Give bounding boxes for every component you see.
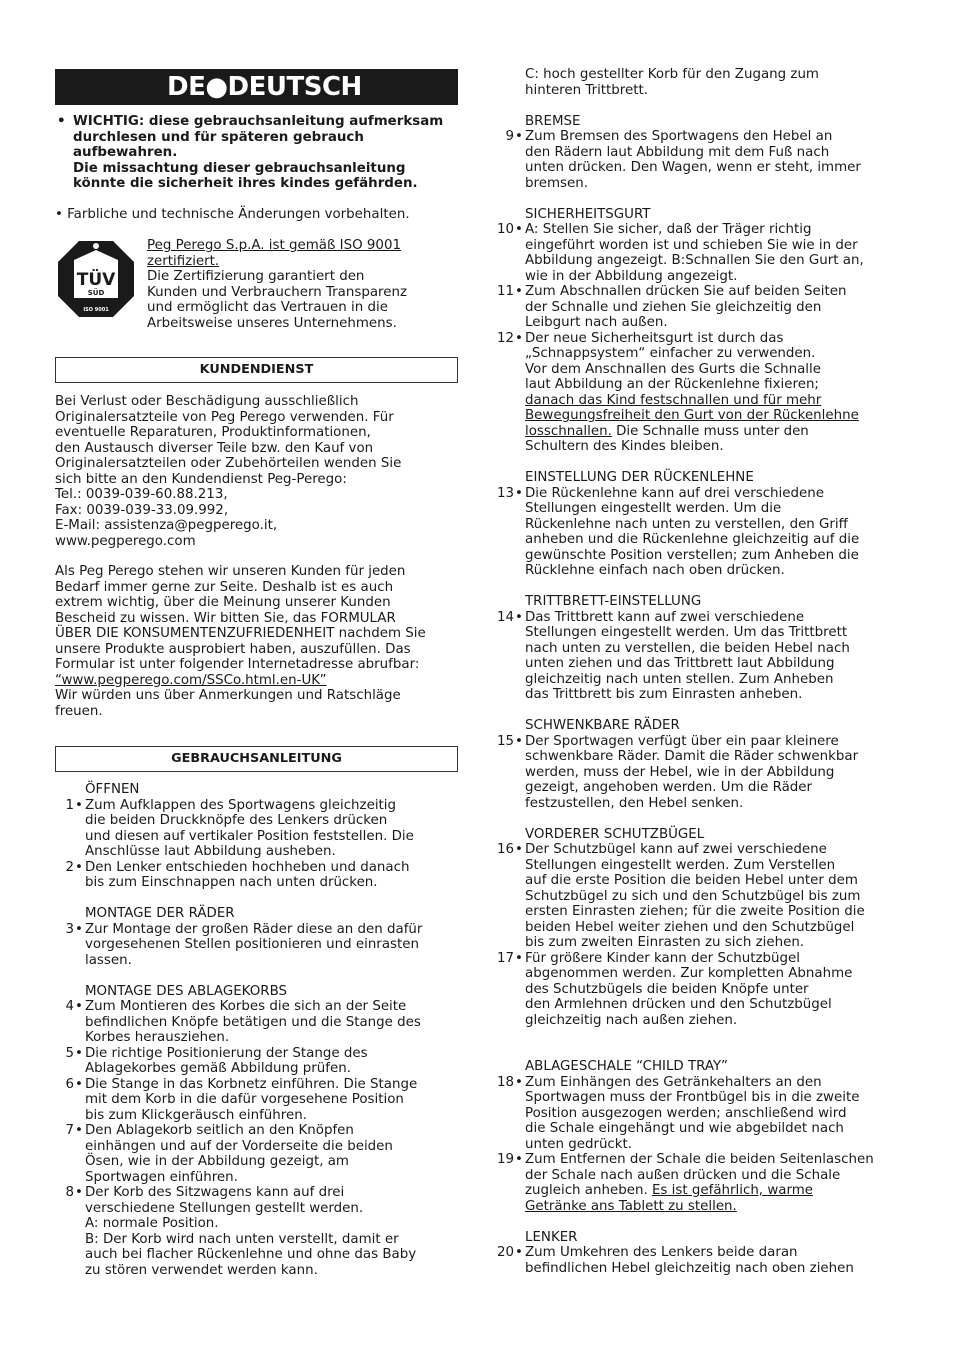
tuv-description	[147, 269, 457, 331]
instruction-item-3	[55, 922, 460, 969]
item-number	[495, 951, 525, 967]
item-number-value: 6	[65, 1076, 74, 1092]
item-text: Stellungen eingestellt werden. Zum Verstellen	[525, 857, 836, 873]
item-text: Korbes herausziehen.	[85, 1030, 230, 1045]
instruction-item-15	[495, 734, 905, 812]
item-text: unten gedrückt.	[525, 1136, 633, 1152]
item-text: einhängen und auf der Vorderseite die beiden	[85, 1138, 393, 1154]
bullet: •	[515, 129, 523, 144]
instruction-item-16	[495, 842, 905, 951]
bullet: •	[515, 222, 523, 237]
item-text: schwenkbare Räder. Damit die Räder schwenkbar	[525, 749, 859, 764]
item-text: gewünschte Position verstellen; zum Anheben die	[525, 547, 859, 563]
item-number	[495, 842, 525, 858]
section-bremse: BREMSE	[525, 113, 581, 129]
item-text: bis zum Einschnappen nach unten drücken.	[85, 875, 378, 890]
section-lenker: LENKER	[525, 1229, 578, 1245]
item-text: Stellungen eingestellt werden. Um die	[525, 501, 782, 516]
instruction-item-8	[55, 1185, 460, 1278]
text-line: Wir würden uns über Anmerkungen und Ratschläge	[55, 688, 401, 703]
instruction-item-19	[495, 1152, 905, 1214]
tuv-logo-icon	[55, 238, 137, 320]
text-line: Bedarf immer gerne zur Seite. Deshalb ist es auch	[55, 579, 394, 595]
kundendienst-contact	[55, 394, 460, 549]
section-trittbrett: TRITTBRETT-EINSTELLUNG	[525, 594, 702, 609]
item-text: mit dem Korb in die dafür vorgesehene Position	[85, 1092, 404, 1107]
text-line: Arbeitsweise unseres Unternehmens.	[147, 315, 397, 331]
item-text: anheben und die Rückenlehne gleichzeitig auf die	[525, 532, 860, 547]
tuv-logo-text: TÜV	[76, 270, 116, 290]
item-number	[495, 1245, 525, 1261]
text-line: Als Peg Perego stehen wir unseren Kunden für jeden	[55, 564, 406, 579]
item-number-value: 17	[496, 950, 514, 966]
section-child-tray: ABLAGESCHALE “CHILD TRAY”	[525, 1059, 728, 1074]
item-number	[55, 798, 85, 814]
item-text: werden, muss der Hebel, wie in der Abbildung	[525, 764, 835, 780]
item-number-value: 15	[496, 733, 514, 749]
item-text: Position ausgezogen werden; anschließend wird	[525, 1105, 847, 1121]
item-number	[495, 129, 525, 145]
section-montage-korb: MONTAGE DES ABLAGEKORBS	[85, 983, 288, 999]
section-schwenkbare-raeder: SCHWENKBARE RÄDER	[525, 718, 680, 733]
item-number	[55, 1046, 85, 1062]
bullet: •	[75, 859, 83, 875]
item-text: Der Sportwagen verfügt über ein paar kleinere	[525, 733, 839, 749]
item-text: gleichzeitig nach außen ziehen.	[525, 1012, 738, 1028]
item-text: auf die erste Position die beiden Hebel unter dem	[525, 873, 858, 888]
text-line: Die Zertifizierung garantiert den	[147, 269, 365, 284]
item-number	[55, 1123, 85, 1139]
item-text: die Schale eingehängt und wie abgebildet nach	[525, 1121, 844, 1136]
underlined-warning: Bewegungsfreiheit den Gurt von der Rückenlehne	[525, 408, 859, 423]
item-text: Zum Bremsen des Sportwagens den Hebel an	[525, 129, 833, 144]
item-text: ersten Einrasten ziehen; für die zweite Position die	[525, 904, 865, 919]
item-text: Sportwagen einführen.	[85, 1169, 238, 1185]
item-number	[495, 610, 525, 626]
instruction-item-4	[55, 999, 460, 1046]
underlined-warning: Es ist gefährlich, warme	[651, 1183, 814, 1198]
instruction-item-6	[55, 1077, 460, 1124]
item-text: Den Ablagekorb seitlich an den Knöpfen	[85, 1123, 354, 1138]
item-text: Die Schnalle muss unter den	[611, 423, 809, 439]
item-number-value: 11	[496, 284, 514, 299]
bullet: •	[515, 950, 523, 966]
item-text: nach unten zu verstellen, die beiden Hebel nach	[525, 640, 850, 656]
item-text: Den Lenker entschieden hochheben und danach	[85, 859, 410, 875]
item-text: A: Stellen Sie sicher, daß der Träger richtig	[525, 222, 812, 237]
instruction-item-11	[495, 284, 905, 331]
instruction-item-1	[55, 798, 460, 860]
item-number-value: 7	[65, 1123, 74, 1138]
item-text: wie in der Abbildung angezeigt.	[525, 268, 738, 284]
instruction-item-7	[55, 1123, 460, 1185]
item-text: Schultern des Kindes bleiben.	[525, 439, 724, 454]
item-number-value: 2	[65, 859, 74, 875]
item-text: das Trittbrett bis zum Einrasten anheben.	[525, 687, 803, 702]
item-text: Die richtige Positionierung der Stange des	[85, 1045, 368, 1061]
item-text: eingeführt worden ist und schieben Sie wie in der	[525, 237, 858, 253]
bullet: •	[75, 797, 83, 813]
language-header: DE●DEUTSCH	[55, 69, 458, 105]
warning-text	[73, 114, 460, 192]
text-line: und ermöglicht das Vertrauen in die	[147, 300, 388, 315]
section-montage-raeder: MONTAGE DER RÄDER	[85, 906, 235, 921]
text-line: eventuelle Reparaturen, Produktinformationen,	[55, 425, 371, 440]
instruction-item-20	[495, 1245, 905, 1276]
instruction-item-13	[495, 486, 905, 579]
item-text: Ösen, wie in der Abbildung gezeigt, am	[85, 1154, 349, 1169]
item-number-value: 13	[496, 485, 514, 501]
item-number-value: 10	[496, 222, 514, 237]
item-number-value: 12	[496, 330, 514, 346]
item-text	[525, 1152, 905, 1183]
text-line: der Schale nach außen drücken und die Schale	[525, 1167, 841, 1183]
item-text: unten drücken. Den Wagen, wenn er steht, immer	[525, 160, 861, 175]
item-text: Schutzbügel zu sich und den Schutzbügel bis zum	[525, 888, 861, 904]
item-number-value: 14	[496, 609, 514, 625]
item-number: 12•	[496, 330, 523, 346]
item-text: Für größere Kinder kann der Schutzbügel	[525, 950, 801, 966]
item-number-value: 3	[65, 921, 74, 937]
item-text: befindlichen Knöpfe betätigen und die Stange des	[85, 1014, 421, 1030]
text-line: aufbewahren.	[73, 145, 178, 160]
item-text: vorgesehenen Stellen positionieren und einrasten	[85, 937, 419, 952]
text-line: extrem wichtig, über die Meinung unserer Kunden	[55, 595, 391, 610]
item-text: Anschlüsse laut Abbildung ausheben.	[85, 844, 336, 859]
bullet: •	[75, 999, 83, 1014]
text-line: sich bitte an den Kundendienst Peg-Perego:	[55, 471, 347, 487]
item-text: des Schutzbügels die beiden Knöpfe unter	[525, 981, 809, 997]
item-text: festzustellen, den Hebel senken.	[525, 795, 744, 811]
instructions-right	[495, 67, 905, 1276]
bullet: •	[515, 485, 523, 501]
text-line: Zum Entfernen der Schale die beiden Seitenlaschen	[525, 1152, 874, 1167]
text-line: Tel.: 0039-039-60.88.213,	[55, 487, 228, 502]
item-text: Leibgurt nach außen.	[525, 315, 668, 330]
instructions-left	[55, 782, 460, 1278]
bullet: •	[57, 114, 66, 129]
text-line: „Schnappsystem“ einfacher zu verwenden.	[525, 346, 816, 361]
item-text: bis zum zweiten Einrasten zu sich ziehen.	[525, 935, 805, 950]
item-number-value: 18	[496, 1074, 514, 1090]
tuv-text	[147, 238, 457, 331]
item-number	[495, 734, 525, 750]
bullet: •	[515, 1245, 523, 1260]
instruction-item-17	[495, 951, 905, 1029]
satisfaction-paragraph	[55, 564, 460, 673]
item-number	[55, 1185, 85, 1201]
item-number-value: 1	[65, 797, 74, 813]
item-text: der Schnalle und ziehen Sie gleichzeitig den	[525, 299, 822, 315]
text-line: freuen.	[55, 703, 103, 719]
text-line: unsere Produkte ausprobiert haben, auszufüllen. Das	[55, 641, 411, 657]
section-rueckenlehne: EINSTELLUNG DER RÜCKENLEHNE	[525, 470, 754, 485]
survey-link[interactable]: “www.pegperego.com/SSCo.html.en-UK”	[55, 672, 327, 688]
text-line: E-Mail: assistenza@pegperego.it,	[55, 518, 278, 533]
instruction-item-12	[495, 331, 905, 455]
item-text: Rückenlehne nach unten zu verstellen, den Griff	[525, 516, 848, 532]
text-line: Originalersatzteile von Peg Perego verwenden. Für	[55, 409, 394, 425]
item-text: Zur Montage der großen Räder diese an den dafür	[85, 921, 423, 937]
text-line: Bescheid zu wissen. Wir bitten Sie, das FORMULAR	[55, 610, 396, 626]
text-line: Kunden und Verbrauchern Transparenz	[147, 284, 408, 300]
text-line: Fax: 0039-039-33.09.992,	[55, 502, 229, 518]
bullet: •	[75, 1045, 83, 1061]
instruction-item-18	[495, 1075, 905, 1153]
text-line: Die missachtung dieser gebrauchsanleitung	[73, 160, 406, 176]
section-schutzbuegel: VORDERER SCHUTZBÜGEL	[525, 826, 705, 842]
item-text: Abbildung angezeigt. B:Schnallen Sie den Gurt an,	[525, 253, 864, 268]
item-number-value: 8	[65, 1185, 74, 1200]
item-text: Zum Montieren des Korbes die sich an der Seite	[85, 999, 407, 1014]
item-text: Zum Aufklappen des Sportwagens gleichzeitig	[85, 797, 397, 813]
text-line: hinteren Trittbrett.	[525, 82, 649, 98]
item-text: beiden Hebel weiter ziehen und den Schutzbügel	[525, 919, 855, 935]
item-number	[55, 860, 85, 876]
text-line: ÜBER DIE KONSUMENTENZUFRIEDENHEIT nachdem Sie	[55, 626, 426, 641]
item-text: und diesen auf vertikaler Position feststellen. Die	[85, 828, 414, 844]
item-text: zu stören verwendet werden kann.	[85, 1262, 318, 1278]
bullet: •	[515, 609, 523, 625]
satisfaction-text	[55, 564, 460, 719]
item-text: Der Schutzbügel kann auf zwei verschiedene	[525, 842, 827, 857]
text-line: Originalersatzteilen oder Zubehörteilen wenden Sie	[55, 456, 402, 471]
item-number	[55, 999, 85, 1015]
instruction-item-10	[495, 222, 905, 284]
item-number	[495, 284, 525, 300]
item-number-value: 20	[496, 1245, 514, 1260]
item-number	[495, 1075, 525, 1091]
item-number	[55, 1077, 85, 1093]
instruction-item-8-continued	[495, 67, 905, 98]
kundendienst-heading: KUNDENDIENST	[55, 357, 458, 383]
section-oeffnen: ÖFFNEN	[85, 782, 140, 797]
item-number	[495, 486, 525, 502]
underlined-warning: losschnallen.	[525, 423, 612, 439]
text-line: Bei Verlust oder Beschädigung ausschließlich	[55, 394, 359, 409]
item-text: befindlichen Hebel gleichzeitig nach oben ziehen	[525, 1260, 854, 1276]
changes-note: • Farbliche und technische Änderungen vorbehalten.	[55, 207, 410, 222]
bullet: •	[515, 733, 523, 749]
iso-cert-line	[147, 238, 457, 269]
text-line: laut Abbildung an der Rückenlehne fixieren;	[525, 377, 819, 392]
tuv-certification	[55, 238, 460, 334]
text-line: Der neue Sicherheitsgurt ist durch das	[525, 330, 784, 346]
underlined-warning: danach das Kind festschnallen und für mehr	[525, 392, 822, 408]
item-text: den Armlehnen drücken und den Schutzbügel	[525, 997, 832, 1012]
item-number-value: 16	[496, 842, 514, 857]
bullet: •	[515, 1074, 523, 1090]
item-text: Rücklehne einfach nach oben drücken.	[525, 563, 785, 578]
text-line: C: hoch gestellter Korb für den Zugang zum	[525, 67, 819, 82]
bullet: •	[515, 842, 523, 857]
item-text: die beiden Druckknöpfe des Lenkers drücken	[85, 813, 388, 828]
item-text: bremsen.	[525, 175, 588, 191]
text-line: www.pegperego.com	[55, 533, 196, 549]
tuv-logo-sub: SÜD	[87, 289, 105, 297]
item-text: Die Rückenlehne kann auf drei verschiedene	[525, 485, 824, 501]
item-text: Zum Abschnallen drücken Sie auf beiden Seiten	[525, 284, 847, 299]
item-text: den Rädern laut Abbildung mit dem Fuß nach	[525, 144, 830, 160]
bullet: •	[75, 1076, 83, 1092]
item-text: A: normale Position.	[85, 1216, 219, 1231]
text-line: durchlesen und für späteren gebrauch	[73, 129, 364, 145]
instruction-item-9	[495, 129, 905, 191]
item-number-value: 19	[496, 1152, 514, 1167]
text-line: den Austausch diverser Teile bzw. den Kauf von	[55, 440, 374, 456]
text-line: zertifiziert.	[147, 253, 220, 269]
item-text: abgenommen werden. Zur kompletten Abnahme	[525, 966, 853, 981]
item-number	[55, 922, 85, 938]
satisfaction-closing	[55, 688, 460, 719]
item-text: gleichzeitig nach unten stellen. Zum Anheben	[525, 671, 834, 687]
item-number-value: 5	[65, 1045, 74, 1061]
instruction-item-14	[495, 610, 905, 703]
item-text: bis zum Klickgeräusch einführen.	[85, 1107, 307, 1123]
instruction-item-5	[55, 1046, 460, 1077]
item-text: Das Trittbrett kann auf zwei verschiedene	[525, 609, 805, 625]
item-text: auch bei flacher Rückenlehne und ohne das Baby	[85, 1247, 417, 1262]
left-column	[55, 0, 460, 1278]
item-number	[495, 222, 525, 238]
item-number-value: 4	[65, 999, 74, 1014]
text-line: könnte die sicherheit ihres kindes gefährden.	[73, 176, 418, 191]
item-text: lassen.	[85, 952, 132, 968]
important-warning	[55, 114, 460, 192]
text-line: Formular ist unter folgender Internetadresse abrufbar:	[55, 657, 420, 672]
text-line: Vor dem Anschnallen des Gurts die Schnalle	[525, 361, 821, 377]
item-text: Der Korb des Sitzwagens kann auf drei	[85, 1185, 345, 1200]
gebrauch-heading: GEBRAUCHSANLEITUNG	[55, 746, 458, 772]
text-line: WICHTIG: diese gebrauchsanleitung aufmerksam	[73, 114, 444, 129]
section-sicherheitsgurt: SICHERHEITSGURT	[525, 206, 651, 222]
text-line: Peg Perego S.p.A. ist gemäß ISO 9001	[147, 238, 401, 253]
item-text: Die Stange in das Korbnetz einführen. Die Stange	[85, 1076, 418, 1092]
tuv-logo-iso: ISO 9001	[83, 307, 109, 313]
item-text: Zum Umkehren des Lenkers beide daran	[525, 1245, 798, 1260]
item-number-value: 9	[505, 129, 514, 144]
item-text: Sportwagen muss der Frontbügel bis in die zweite	[525, 1090, 860, 1105]
bullet: •	[75, 921, 83, 937]
underlined-warning: Getränke ans Tablett zu stellen.	[525, 1198, 737, 1214]
item-text: Zum Einhängen des Getränkehalters an den	[525, 1074, 822, 1090]
item-number: 19•	[496, 1152, 523, 1167]
bullet: •	[75, 1185, 83, 1200]
bullet: •	[515, 284, 523, 299]
item-text: zugleich anheben.	[525, 1183, 652, 1198]
item-text: verschiedene Stellungen gestellt werden.	[85, 1200, 364, 1216]
item-text: gezeigt, angehoben werden. Um die Räder	[525, 780, 813, 795]
item-text: unten ziehen und das Trittbrett laut Abbildung	[525, 656, 835, 671]
bullet: •	[75, 1123, 83, 1138]
instruction-item-2	[55, 860, 460, 891]
item-text: Stellungen eingestellt werden. Um das Trittbrett	[525, 625, 848, 640]
item-text: Ablagekorbes gemäß Abbildung prüfen.	[85, 1061, 351, 1076]
item-text	[525, 331, 905, 393]
item-text: B: Der Korb wird nach unten verstellt, damit er	[85, 1231, 399, 1247]
